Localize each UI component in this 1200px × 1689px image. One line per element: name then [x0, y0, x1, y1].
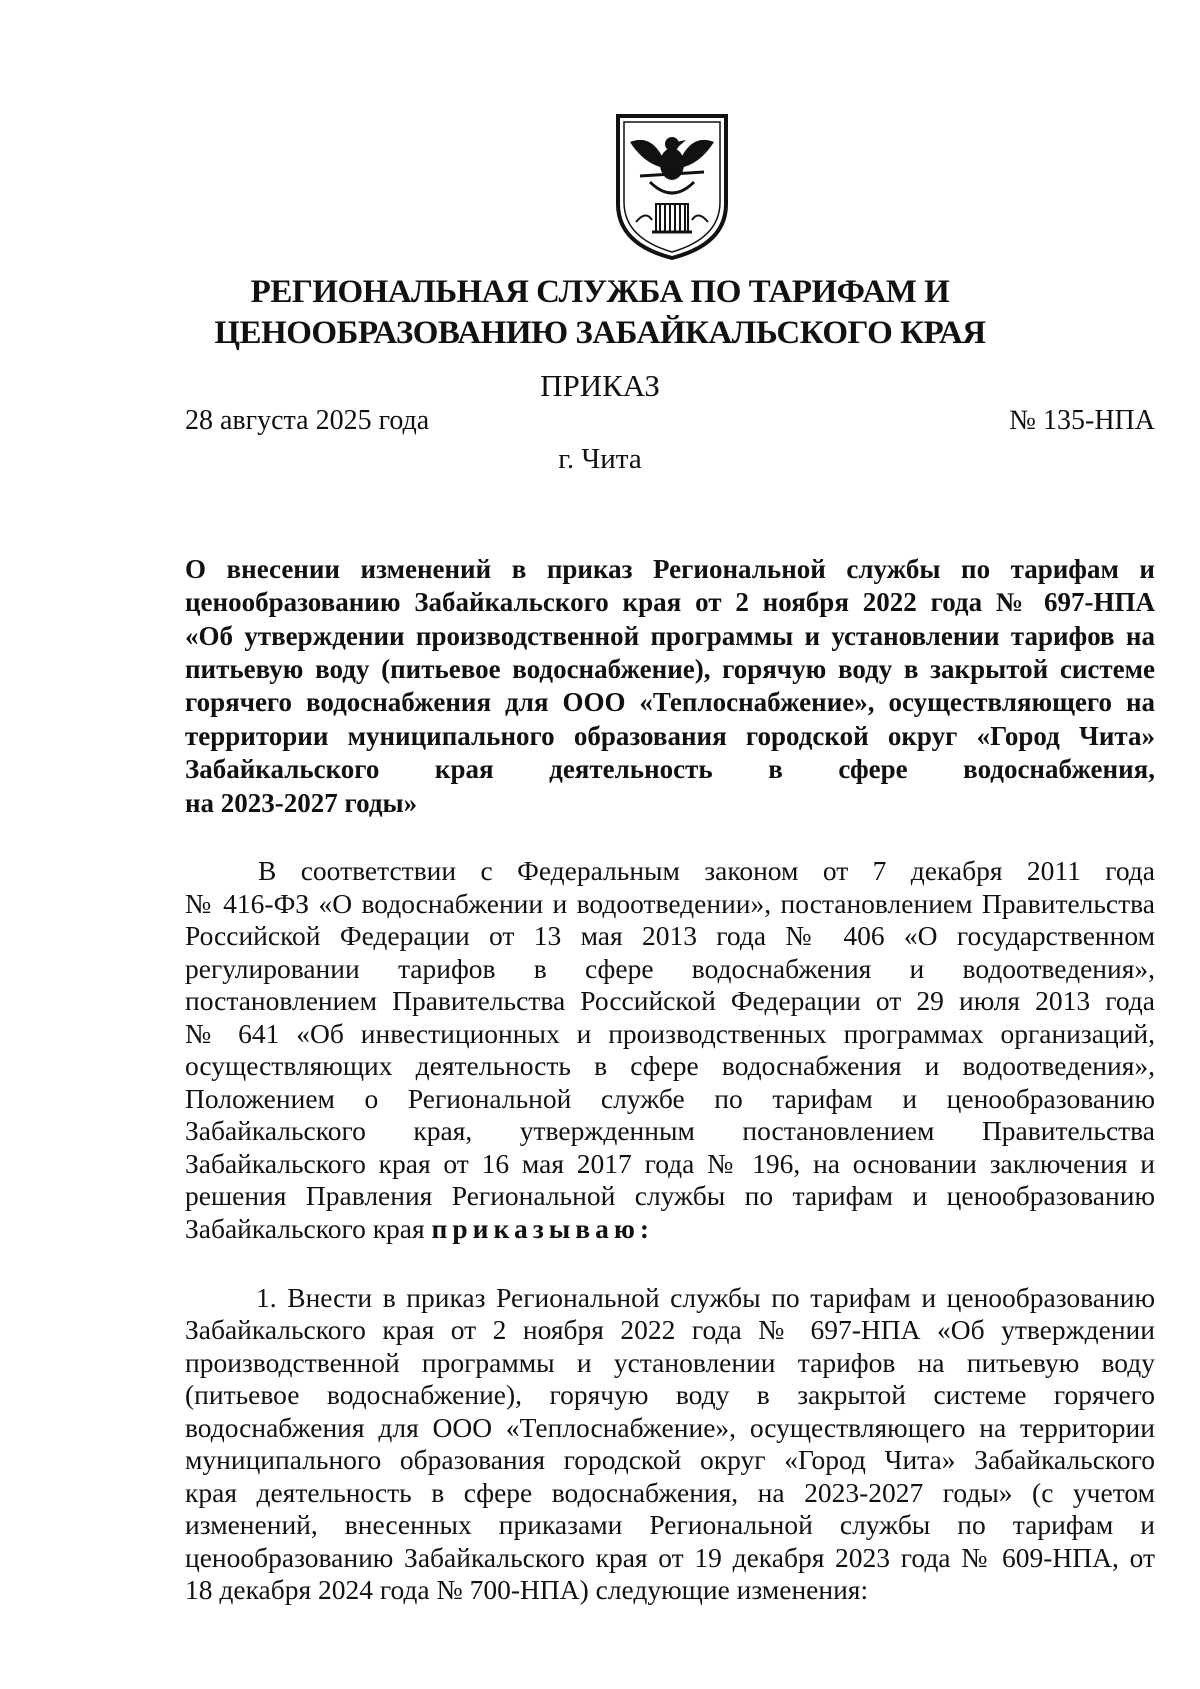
item1-line: Забайкальского края от 2 ноября 2022 года № 697-НПА «Об утверждении [185, 1314, 1155, 1345]
item1-line: края деятельность в сфере водоснабжения, на 2023-2027 годы» (с учетом [185, 1477, 1155, 1508]
preamble-line: Забайкальского края от 16 мая 2017 года № 196, на основании заключения и [185, 1148, 1155, 1179]
coat-of-arms-emblem-icon [610, 112, 734, 260]
title-line: питьевую воду (питьевое водоснабжение), горячую воду в закрытой системе [185, 654, 1155, 684]
document-date: 28 августа 2025 года [185, 405, 430, 436]
organization-name-line-1: РЕГИОНАЛЬНАЯ СЛУЖБА ПО ТАРИФАМ И [250, 274, 950, 310]
organization-name-line-2: ЦЕНООБРАЗОВАНИЮ ЗАБАЙКАЛЬСКОГО КРАЯ [214, 315, 986, 351]
preamble-line: Положением о Региональной службе по тарифам и ценообразованию [185, 1083, 1155, 1114]
title-line: «Об утверждении производственной программы и установлении тарифов на [185, 621, 1155, 651]
order-word: приказываю: [431, 1213, 655, 1244]
document-number: № 135-НПА [1009, 405, 1155, 436]
preamble-line: Забайкальского края, утвержденным постановлением Правительства [185, 1115, 1155, 1146]
document-type: ПРИКАЗ [540, 368, 660, 403]
title-line: горячего водоснабжения для ООО «Теплоснабжение», осуществляющего на [185, 687, 1155, 717]
preamble-last-line-text: Забайкальского края [185, 1213, 425, 1244]
preamble-last-line [185, 1213, 1155, 1246]
title-line: О внесении изменений в приказ Региональной службы по тарифам и [185, 554, 1155, 584]
preamble-line: Российской Федерации от 13 мая 2013 года № 406 «О государственном [185, 920, 1155, 951]
item1-line: 1. Внести в приказ Региональной службы по тарифам и ценообразованию [256, 1282, 1155, 1313]
item1-line: муниципального образования городской округ «Город Чита» Забайкальского [185, 1444, 1155, 1475]
preamble-line: В соответствии с Федеральным законом от 7 декабря 2011 года [258, 855, 1155, 886]
document-city: г. Чита [558, 443, 642, 475]
item1-line: 18 декабря 2024 года № 700-НПА) следующие изменения: [185, 1574, 869, 1605]
title-line: на 2023-2027 годы» [185, 788, 418, 818]
preamble-line: решения Правления Региональной службы по тарифам и ценообразованию [185, 1180, 1155, 1211]
item1-line: изменений, внесенных приказами Региональной службы по тарифам и [185, 1509, 1155, 1540]
item1-line: (питьевое водоснабжение), горячую воду в закрытой системе горячего [185, 1379, 1155, 1410]
item1-line: ценообразованию Забайкальского края от 19 декабря 2023 года № 609-НПА, от [185, 1542, 1155, 1573]
title-line: Забайкальского края деятельность в сфере водоснабжения, [185, 754, 1155, 784]
title-line: ценообразованию Забайкальского края от 2 ноября 2022 года № 697-НПА [185, 587, 1155, 617]
title-line: территории муниципального образования городской округ «Город Чита» [185, 721, 1155, 751]
preamble-line: постановлением Правительства Российской Федерации от 29 июля 2013 года [185, 985, 1155, 1016]
preamble-line: регулировании тарифов в сфере водоснабжения и водоотведения», [185, 953, 1155, 984]
item1-line: водоснабжения для ООО «Теплоснабжение», осуществляющего на территории [185, 1412, 1155, 1443]
preamble-line: осуществляющих деятельность в сфере водоснабжения и водоотведения», [185, 1050, 1155, 1081]
item1-line: производственной программы и установлении тарифов на питьевую воду [185, 1347, 1155, 1378]
preamble-line: № 416-ФЗ «О водоснабжении и водоотведении», постановлением Правительства [185, 888, 1155, 919]
preamble-line: № 641 «Об инвестиционных и производственных программах организаций, [185, 1018, 1155, 1049]
